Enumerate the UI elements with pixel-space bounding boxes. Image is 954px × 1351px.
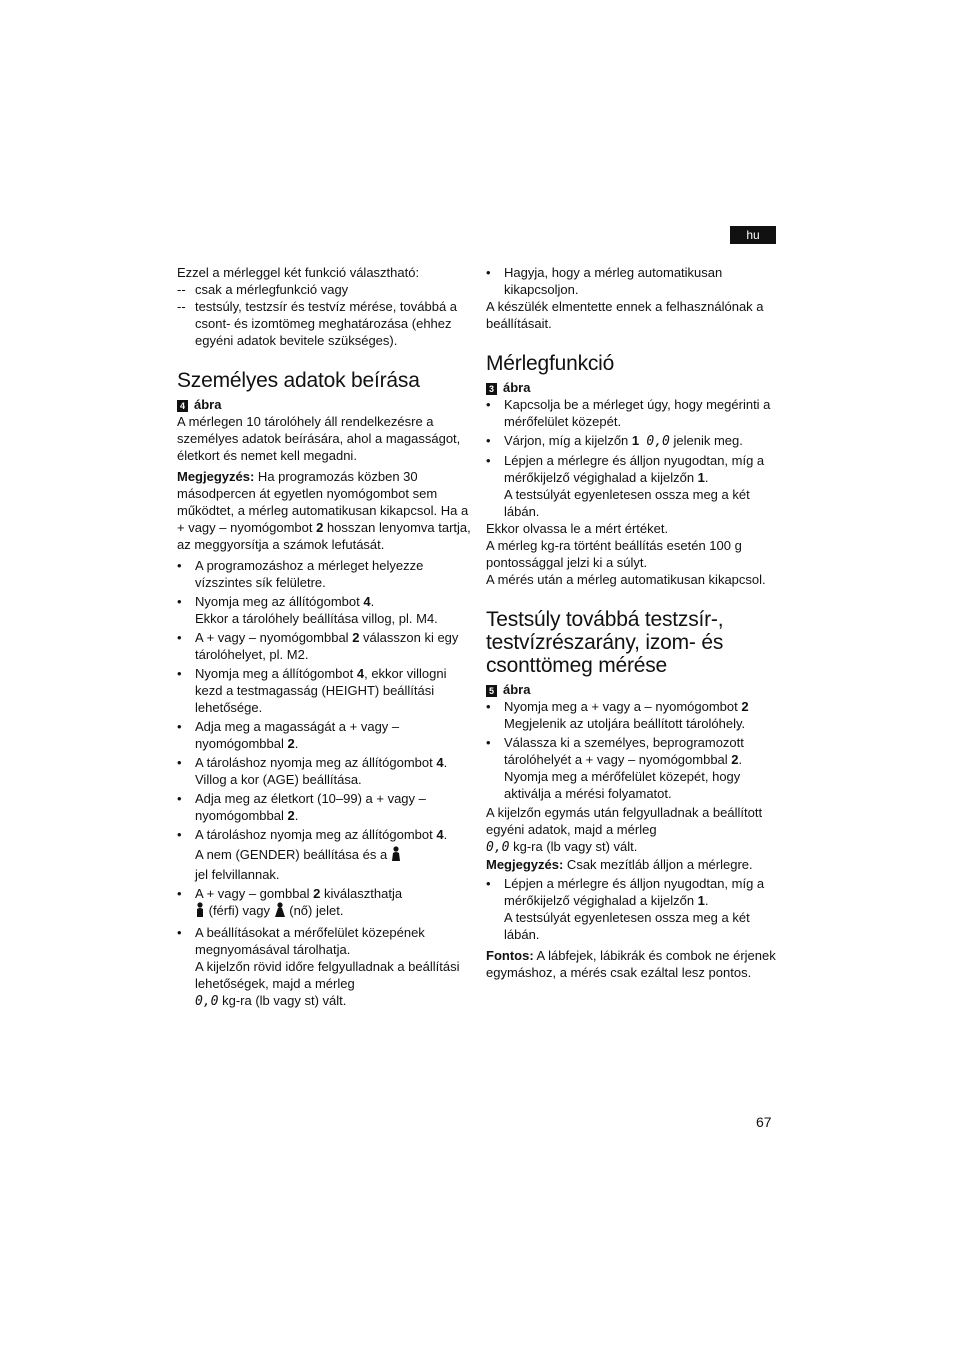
list-item: • Nyomja meg a + vagy a – nyomógombot 2 Megjelenik az utoljára beállított tárolóhely. (486, 698, 778, 732)
page-number: 67 (756, 1114, 772, 1130)
list-item: • Adja meg az életkort (10–99) a + vagy – nyomógombbal 2. (177, 790, 473, 824)
figure-label: ábra (194, 397, 222, 412)
figure-number: 4 (177, 400, 188, 412)
dash-item: -- csak a mérlegfunkció vagy (177, 281, 473, 298)
dash-item: -- testsúly, testzsír és testvíz mérése, továbbá a csont- és izomtömeg meghatározása (ehhez egyéni adatok bevitele szükséges). (177, 298, 473, 349)
figure-reference (486, 681, 778, 698)
note-label: Megjegyzés: (486, 857, 564, 872)
intro-text: Ezzel a mérleggel két funkció választható: (177, 265, 420, 280)
figure-reference (177, 396, 473, 413)
note-paragraph (177, 468, 473, 553)
list-item: • Kapcsolja be a mérleget úgy, hogy megérinti a mérőfelület közepét. (486, 396, 778, 430)
list-item: • A tároláshoz nyomja meg az állítógombot 4. A nem (GENDER) beállítása és a jel felvillannak. (177, 826, 473, 883)
male-icon (195, 902, 205, 922)
list-item: • A + vagy – gombbal 2 kiválaszthatja (férfi) vagy (nő) jelet. (177, 885, 473, 922)
figure-label: ábra (503, 682, 531, 697)
note-paragraph: Megjegyzés: Csak mezítláb álljon a mérlegre. (486, 857, 753, 872)
list-item: • A + vagy – nyomógombbal 2 válasszon ki egy tárolóhelyet, pl. M2. (177, 629, 473, 663)
list-item: • Válassza ki a személyes, beprogramozott tárolóhelyét a + vagy – nyomógombbal 2. Nyomja meg a mérőfelület közepét, hogy aktiválja a mérési folyamatot. (486, 734, 778, 802)
list-item: • Lépjen a mérlegre és álljon nyugodtan, míg a mérőkijelző végighalad a kijelzőn 1. A testsúlyát egyenletesen ossza meg a két lábán. (486, 452, 778, 520)
list-item: • Lépjen a mérlegre és álljon nyugodtan, míg a mérőkijelző végighalad a kijelzőn 1. A testsúlyát egyenletesen ossza meg a két lábán. (486, 875, 778, 943)
section-heading-body-measurement: Testsúly továbbá testzsír-, testvízrészarány, izom- és csonttömeg mérése (486, 608, 724, 677)
display-readout: 0,0 (646, 434, 670, 449)
paragraph: A mérleg kg-ra történt beállítás esetén 100 g pontossággal jelzi ki a súlyt. (486, 538, 742, 570)
important-paragraph: Fontos: A lábfejek, lábikrák és combok ne érjenek egymáshoz, a mérés csak ezáltal lesz pontos. (486, 948, 776, 980)
instruction-list (486, 396, 778, 520)
figure-reference (486, 379, 778, 396)
list-item: • Nyomja meg az állítógombot 4. Ekkor a tárolóhely beállítása villog, pl. M4. (177, 593, 473, 627)
note-text: Ha programozás közben 30 másodpercen át egyetlen nyomógombot sem működtet, a mérleg automatikusan kikapcsol. Ha a + vagy – nyomógombot (177, 469, 469, 535)
list-item: • A tároláshoz nyomja meg az állítógombot 4. Villog a kor (AGE) beállítása. (177, 754, 473, 788)
list-item: • Várjon, míg a kijelzőn 1 0,0 jelenik meg. (486, 432, 778, 450)
instruction-list (486, 264, 778, 298)
instruction-list (177, 557, 473, 1010)
list-item: • Hagyja, hogy a mérleg automatikusan kikapcsoljon. (486, 264, 778, 298)
function-list (177, 281, 473, 349)
important-label: Fontos: (486, 948, 534, 963)
paragraph: A kijelzőn egymás után felgyulladnak a beállított egyéni adatok, majd a mérleg 0,0 kg-ra (lb vagy st) vált. (486, 805, 763, 855)
display-readout: 0,0 (195, 994, 219, 1009)
list-item: • Nyomja meg a állítógombot 4, ekkor villogni kezd a testmagasság (HEIGHT) beállítási lehetősége. (177, 665, 473, 716)
figure-number: 5 (486, 685, 497, 697)
section-heading-personal-data: Személyes adatok beírása (177, 369, 420, 392)
note-label: Megjegyzés: (177, 469, 255, 484)
note-text: hosszan lenyomva tartja, az meggyorsítja a számok lefutását. (177, 520, 471, 552)
paragraph: A készülék elmentette ennek a felhasználónak a beállításait. (486, 299, 764, 331)
left-column (177, 264, 473, 1010)
instruction-list (486, 875, 778, 943)
list-item: • Adja meg a magasságát a + vagy – nyomógombbal 2. (177, 718, 473, 752)
right-column (486, 264, 778, 981)
language-tag: hu (730, 226, 776, 244)
display-readout: 0,0 (486, 840, 510, 855)
person-icon (391, 846, 401, 866)
female-icon (274, 902, 286, 922)
instruction-list (486, 698, 778, 802)
figure-number: 3 (486, 383, 497, 395)
paragraph: A mérlegen 10 tárolóhely áll rendelkezésre a személyes adatok beírására, ahol a magasságot, életkort és nemet kell megadni. (177, 414, 461, 463)
list-item: • A beállításokat a mérőfelület közepének megnyomásával tárolhatja. A kijelzőn rövid időre felgyulladnak a beállítási lehetőségek, majd a mérleg 0,0 kg-ra (lb vagy st) vált. (177, 924, 473, 1010)
list-item: • A programozáshoz a mérleget helyezze vízszintes sík felületre. (177, 557, 473, 591)
button-number: 2 (316, 520, 324, 535)
paragraph: Ekkor olvassa le a mért értéket. (486, 521, 669, 536)
paragraph: A mérés után a mérleg automatikusan kikapcsol. (486, 572, 766, 587)
section-heading-scale-function: Mérlegfunkció (486, 352, 615, 375)
figure-label: ábra (503, 380, 531, 395)
